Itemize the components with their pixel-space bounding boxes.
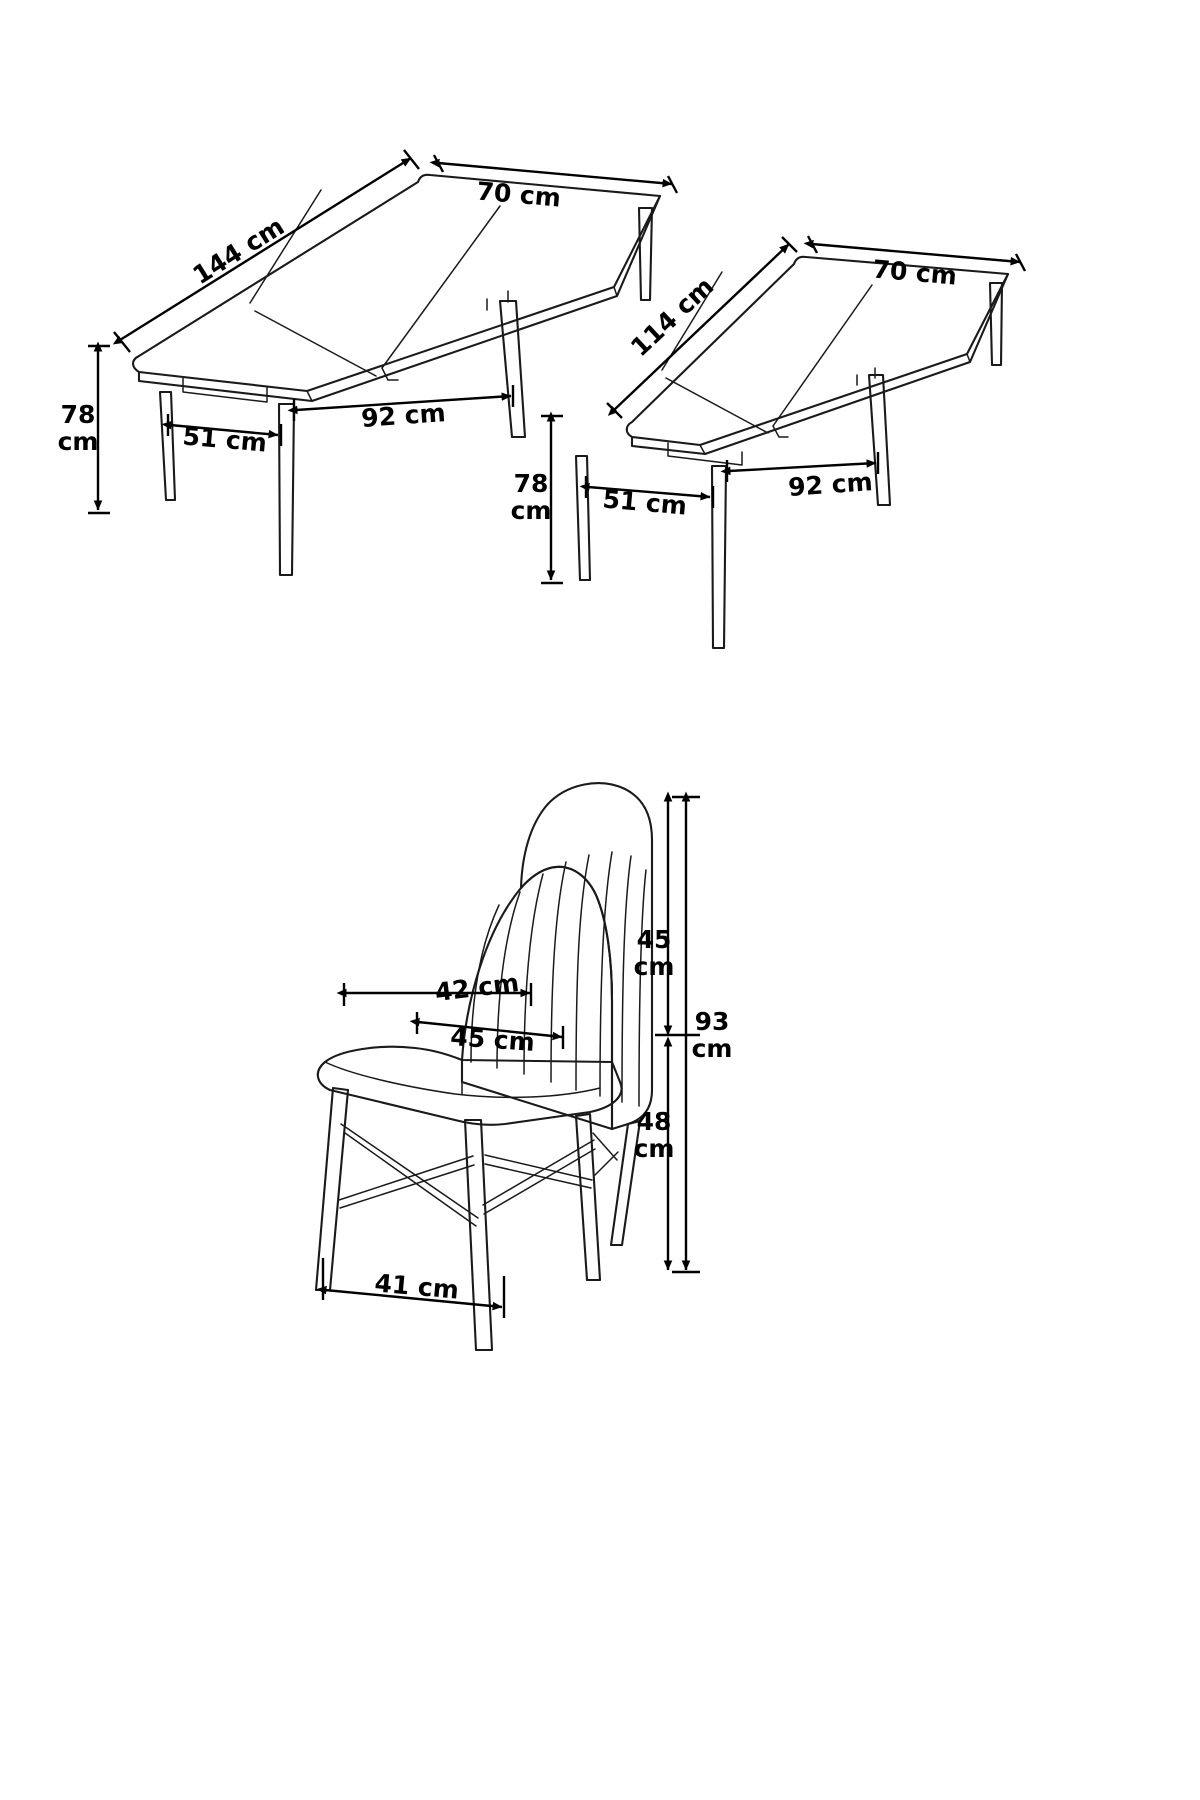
label-93-line2: cm (691, 1034, 733, 1063)
label-92cm-closed: 92 cm (787, 467, 874, 502)
dimension-114cm (607, 237, 797, 418)
label-92cm-open: 92 cm (360, 398, 447, 433)
label-78-open-line2: cm (57, 427, 99, 456)
label-78-open-line1: 78 (60, 400, 96, 429)
dimension-78cm-closed (511, 416, 563, 583)
label-41cm: 41 cm (373, 1268, 461, 1305)
dimension-92cm-open (294, 385, 513, 433)
label-70cm-closed: 70 cm (871, 254, 959, 291)
label-93-line1: 93 (694, 1007, 730, 1036)
label-144cm: 144 cm (187, 211, 290, 291)
label-78-closed-line2: cm (510, 496, 552, 525)
dimension-41cm-leg-span (323, 1258, 504, 1318)
label-78-closed-line1: 78 (513, 469, 549, 498)
dimension-51cm-closed (586, 476, 713, 521)
label-51cm-closed: 51 cm (601, 484, 689, 521)
figure-table-open (58, 150, 677, 575)
label-45-back-line2: cm (633, 952, 675, 981)
label-48-line2: cm (633, 1134, 675, 1163)
dimension-92cm-closed (727, 452, 878, 502)
label-51cm-open: 51 cm (181, 421, 269, 458)
label-45-back-line1: 45 (636, 925, 672, 954)
dimension-42cm-seat-depth (344, 968, 531, 1007)
label-48-line1: 48 (636, 1107, 672, 1136)
label-45cm-seat-width: 45 cm (449, 1022, 536, 1057)
figure-table-closed (511, 236, 1025, 648)
dimension-51cm-open (168, 414, 281, 458)
figure-chair (316, 783, 732, 1350)
label-70cm-open: 70 cm (475, 176, 563, 213)
label-42cm: 42 cm (433, 968, 521, 1008)
dimension-45cm-back-height (634, 800, 700, 1035)
dimension-45cm-seat-width (417, 1012, 563, 1057)
dimension-144cm (114, 150, 419, 352)
dimension-70cm-open (434, 155, 677, 213)
dimension-78cm-open (58, 346, 110, 513)
label-114cm: 114 cm (625, 271, 720, 363)
